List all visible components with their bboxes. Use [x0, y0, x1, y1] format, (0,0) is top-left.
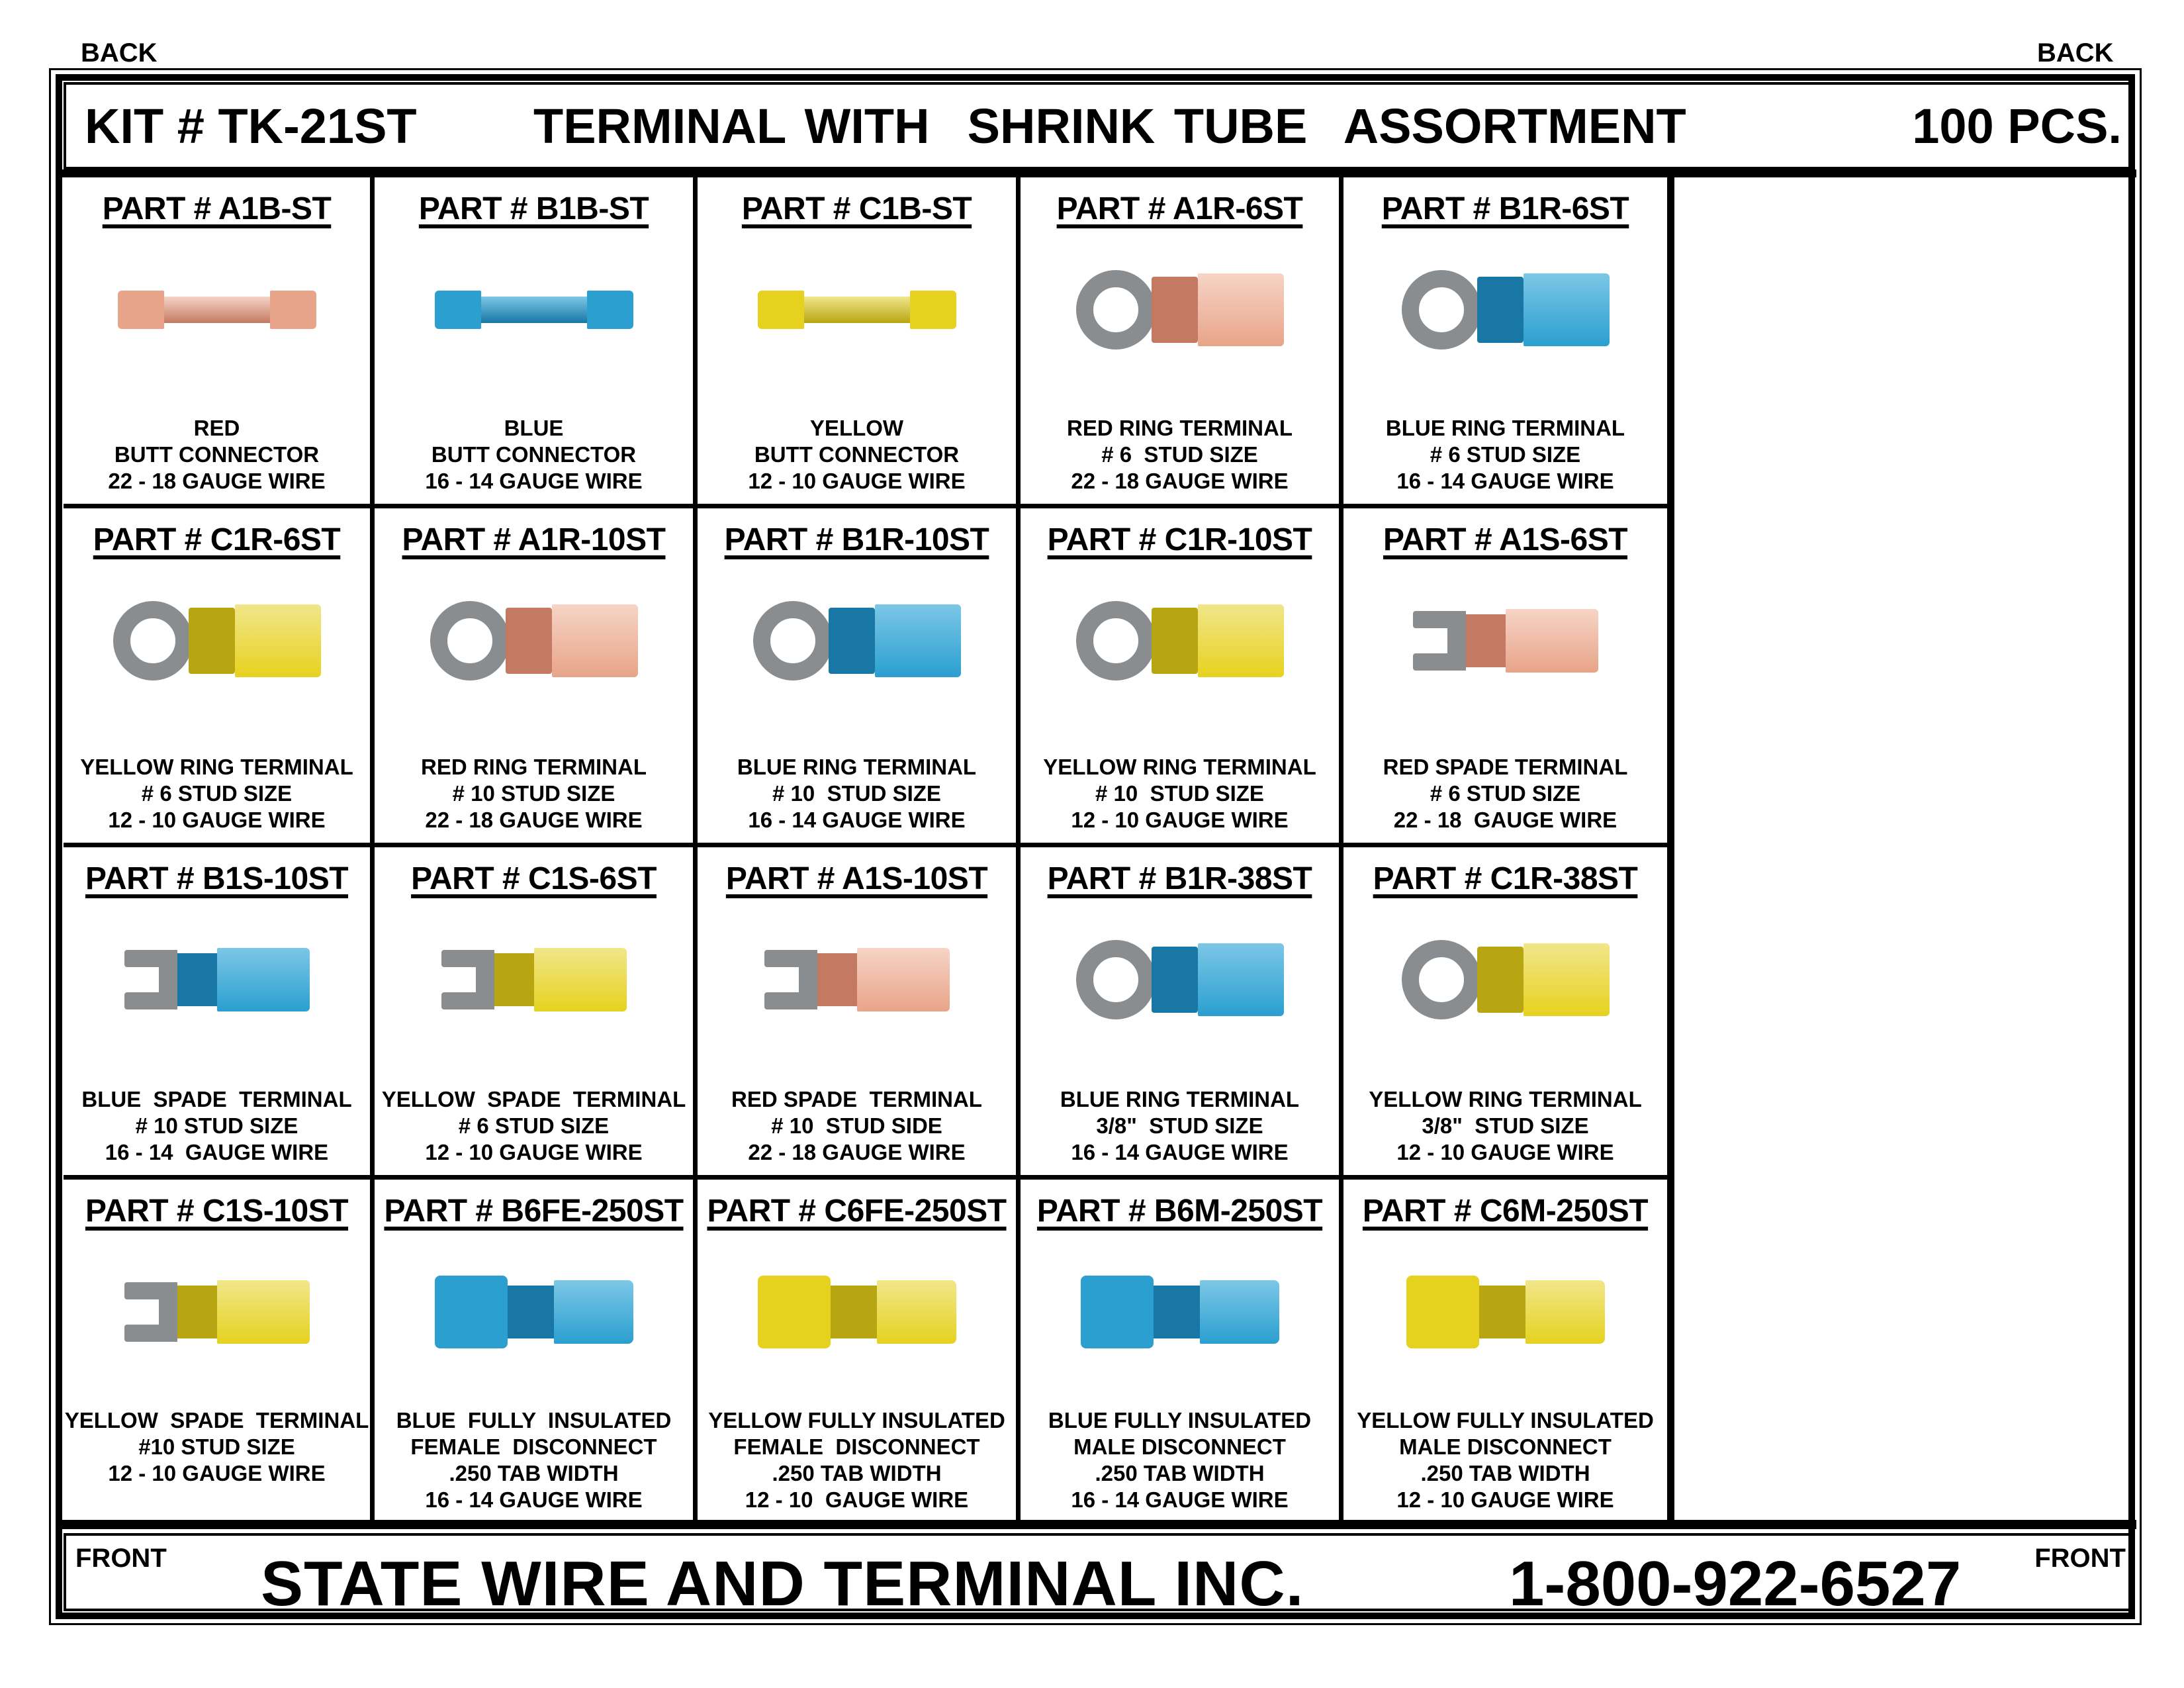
spade-terminal-icon	[441, 948, 627, 1011]
disconnect-terminal-icon	[1081, 1276, 1279, 1348]
spade-terminal-icon	[1413, 609, 1598, 673]
back-label-left: BACK	[81, 38, 158, 68]
description-line: 16 - 14 GAUGE WIRE	[1396, 469, 1614, 493]
description-line: YELLOW SPADE TERMINAL	[64, 1408, 369, 1432]
description-line: BLUE FULLY INSULATED	[396, 1408, 672, 1432]
description-line: 16 - 14 GAUGE WIRE	[425, 469, 643, 493]
part-description	[698, 415, 1016, 494]
part-cell-b1b-st	[375, 177, 698, 508]
piece-count: 100 PCS.	[1912, 98, 2122, 154]
butt-connector-icon	[758, 291, 956, 329]
description-line: YELLOW SPADE TERMINAL	[381, 1087, 686, 1111]
part-cell-b6fe-250st	[375, 1180, 698, 1523]
product-image	[375, 897, 693, 1062]
description-line: 12 - 10 GAUGE WIRE	[1071, 808, 1289, 832]
description-line: 22 - 18 GAUGE WIRE	[1071, 469, 1289, 493]
part-description	[698, 1407, 1016, 1513]
product-image	[1021, 897, 1339, 1062]
part-number: PART # C1B-ST	[741, 191, 972, 226]
description-line: RED	[193, 416, 240, 440]
product-image	[698, 897, 1016, 1062]
description-line: .250 TAB WIDTH	[772, 1461, 942, 1485]
product-image	[375, 558, 693, 724]
spade-terminal-icon	[764, 948, 950, 1011]
description-line: #10 STUD SIZE	[138, 1434, 295, 1459]
description-line: # 6 STUD SIZE	[1430, 442, 1581, 467]
description-line: 16 - 14 GAUGE WIRE	[748, 808, 966, 832]
part-number: PART # C6FE-250ST	[707, 1194, 1007, 1229]
part-number: PART # C1R-38ST	[1373, 861, 1638, 896]
product-image	[698, 558, 1016, 724]
spade-terminal-icon	[124, 1280, 310, 1344]
description-line: # 10 STUD SIZE	[452, 781, 615, 806]
product-image	[1343, 558, 1667, 724]
product-image	[1343, 1229, 1667, 1395]
description-line: # 10 STUD SIDE	[771, 1113, 942, 1138]
part-number: PART # B1R-10ST	[724, 522, 989, 557]
butt-connector-icon	[118, 291, 316, 329]
part-cell-c6m-250st	[1343, 1180, 1672, 1523]
part-cell-b1r-10st	[698, 508, 1021, 847]
part-cell-c1s-6st	[375, 847, 698, 1180]
company-name: STATE WIRE AND TERMINAL INC.	[261, 1548, 1304, 1619]
description-line: 16 - 14 GAUGE WIRE	[1071, 1140, 1289, 1164]
part-number: PART # C1R-6ST	[93, 522, 341, 557]
back-label-right: BACK	[2037, 38, 2114, 68]
part-cell-c1r-6st	[64, 508, 375, 847]
description-line: .250 TAB WIDTH	[449, 1461, 619, 1485]
front-label-right: FRONT	[2034, 1544, 2126, 1573]
description-line: 22 - 18 GAUGE WIRE	[748, 1140, 966, 1164]
part-cell-a1r-6st	[1021, 177, 1343, 508]
description-line: .250 TAB WIDTH	[1095, 1461, 1265, 1485]
part-number: PART # A1S-10ST	[725, 861, 988, 896]
description-line: 22 - 18 GAUGE WIRE	[108, 469, 326, 493]
description-line: BLUE	[504, 416, 564, 440]
description-line: # 6 STUD SIZE	[1101, 442, 1258, 467]
product-image	[64, 227, 370, 393]
part-number: PART # A1R-6ST	[1056, 191, 1303, 226]
part-description	[64, 754, 370, 833]
part-description	[1343, 754, 1667, 833]
product-image	[64, 1229, 370, 1395]
product-image	[1021, 1229, 1339, 1395]
part-number: PART # C1S-6ST	[411, 861, 657, 896]
part-description	[375, 415, 693, 494]
parts-grid	[64, 177, 1672, 1523]
header-bar	[64, 82, 2131, 169]
description-line: MALE DISCONNECT	[1073, 1434, 1286, 1459]
ring-terminal-icon	[753, 601, 961, 680]
part-description	[64, 1407, 370, 1487]
ring-terminal-icon	[1076, 270, 1284, 350]
description-line: BLUE RING TERMINAL	[1385, 416, 1625, 440]
ring-terminal-icon	[113, 601, 321, 680]
part-cell-a1r-10st	[375, 508, 698, 847]
part-number: PART # C6M-250ST	[1362, 1194, 1649, 1229]
part-cell-c6fe-250st	[698, 1180, 1021, 1523]
description-line: BUTT CONNECTOR	[431, 442, 637, 467]
description-line: BLUE RING TERMINAL	[1060, 1087, 1300, 1111]
part-description	[1343, 1086, 1667, 1166]
product-image	[1021, 227, 1339, 393]
part-description	[1343, 1407, 1667, 1513]
part-description	[1021, 1407, 1339, 1513]
product-image	[1343, 897, 1667, 1062]
part-description	[1343, 415, 1667, 494]
description-line: 3/8" STUD SIZE	[1096, 1113, 1263, 1138]
product-image	[375, 227, 693, 393]
disconnect-terminal-icon	[435, 1276, 633, 1348]
ring-terminal-icon	[1076, 601, 1284, 680]
front-label-left: FRONT	[75, 1544, 167, 1573]
disconnect-terminal-icon	[1406, 1276, 1605, 1348]
header-divider	[62, 169, 2136, 177]
description-line: .250 TAB WIDTH	[1420, 1461, 1590, 1485]
disconnect-terminal-icon	[758, 1276, 956, 1348]
description-line: RED RING TERMINAL	[421, 755, 647, 779]
part-description	[698, 1086, 1016, 1166]
description-line: 12 - 10 GAUGE WIRE	[748, 469, 966, 493]
part-cell-a1s-6st	[1343, 508, 1672, 847]
product-image	[375, 1229, 693, 1395]
description-line: RED RING TERMINAL	[1067, 416, 1293, 440]
description-line: RED SPADE TERMINAL	[731, 1087, 982, 1111]
part-cell-b1r-38st	[1021, 847, 1343, 1180]
page-title: TERMINAL WITH SHRINK TUBE ASSORTMENT	[533, 98, 1686, 154]
description-line: FEMALE DISCONNECT	[733, 1434, 980, 1459]
part-number: PART # A1B-ST	[102, 191, 332, 226]
description-line: 16 - 14 GAUGE WIRE	[1071, 1487, 1289, 1512]
description-line: BLUE FULLY INSULATED	[1048, 1408, 1312, 1432]
description-line: YELLOW	[809, 416, 904, 440]
part-number: PART # C1S-10ST	[85, 1194, 349, 1229]
description-line: BLUE RING TERMINAL	[737, 755, 977, 779]
part-number: PART # A1S-6ST	[1383, 522, 1628, 557]
part-description	[64, 415, 370, 494]
description-line: MALE DISCONNECT	[1399, 1434, 1612, 1459]
part-number: PART # B1R-38ST	[1047, 861, 1312, 896]
footer-divider	[62, 1520, 2136, 1529]
part-number: PART # B6M-250ST	[1036, 1194, 1323, 1229]
ring-terminal-icon	[1076, 940, 1284, 1019]
description-line: YELLOW FULLY INSULATED	[708, 1408, 1005, 1432]
description-line: # 10 STUD SIZE	[135, 1113, 298, 1138]
part-cell-a1s-10st	[698, 847, 1021, 1180]
part-number: PART # C1R-10ST	[1047, 522, 1312, 557]
part-description	[64, 1086, 370, 1166]
part-cell-c1r-38st	[1343, 847, 1672, 1180]
description-line: BUTT CONNECTOR	[114, 442, 320, 467]
description-line: 16 - 14 GAUGE WIRE	[425, 1487, 643, 1512]
part-cell-a1b-st	[64, 177, 375, 508]
description-line: FEMALE DISCONNECT	[410, 1434, 657, 1459]
description-line: RED SPADE TERMINAL	[1383, 755, 1628, 779]
phone-number: 1-800-922-6527	[1509, 1548, 1962, 1619]
description-line: 22 - 18 GAUGE WIRE	[425, 808, 643, 832]
description-line: 16 - 14 GAUGE WIRE	[105, 1140, 329, 1164]
part-description	[1021, 415, 1339, 494]
description-line: # 10 STUD SIZE	[772, 781, 941, 806]
part-description	[375, 1407, 693, 1513]
description-line: 12 - 10 GAUGE WIRE	[1396, 1140, 1614, 1164]
description-line: 12 - 10 GAUGE WIRE	[1396, 1487, 1614, 1512]
empty-column	[1670, 177, 2131, 1523]
description-line: 12 - 10 GAUGE WIRE	[745, 1487, 969, 1512]
description-line: YELLOW RING TERMINAL	[1369, 1087, 1642, 1111]
product-image	[1021, 558, 1339, 724]
description-line: 12 - 10 GAUGE WIRE	[108, 1461, 326, 1485]
description-line: YELLOW RING TERMINAL	[80, 755, 353, 779]
part-number: PART # B1B-ST	[418, 191, 649, 226]
description-line: # 6 STUD SIZE	[141, 781, 293, 806]
ring-terminal-icon	[1402, 270, 1610, 350]
description-line: YELLOW FULLY INSULATED	[1357, 1408, 1654, 1432]
part-cell-c1s-10st	[64, 1180, 375, 1523]
description-line: # 10 STUD SIZE	[1095, 781, 1264, 806]
description-line: BUTT CONNECTOR	[754, 442, 960, 467]
ring-terminal-icon	[430, 601, 638, 680]
description-line: # 6 STUD SIZE	[1430, 781, 1581, 806]
part-cell-c1r-10st	[1021, 508, 1343, 847]
product-image	[64, 897, 370, 1062]
description-line: 12 - 10 GAUGE WIRE	[108, 808, 326, 832]
part-description	[375, 1086, 693, 1166]
description-line: 12 - 10 GAUGE WIRE	[425, 1140, 643, 1164]
description-line: # 6 STUD SIZE	[458, 1113, 610, 1138]
product-image	[698, 1229, 1016, 1395]
part-description	[375, 754, 693, 833]
part-number: PART # A1R-10ST	[402, 522, 666, 557]
product-image	[64, 558, 370, 724]
kit-number: KIT # TK-21ST	[85, 98, 417, 154]
part-description	[698, 754, 1016, 833]
ring-terminal-icon	[1402, 940, 1610, 1019]
description-line: 22 - 18 GAUGE WIRE	[1393, 808, 1617, 832]
part-number: PART # B6FE-250ST	[384, 1194, 684, 1229]
footer-bar	[64, 1533, 2131, 1619]
part-cell-c1b-st	[698, 177, 1021, 508]
part-cell-b1r-6st	[1343, 177, 1672, 508]
part-number: PART # B1S-10ST	[85, 861, 349, 896]
part-cell-b6m-250st	[1021, 1180, 1343, 1523]
part-description	[1021, 1086, 1339, 1166]
product-image	[1343, 227, 1667, 393]
part-description	[1021, 754, 1339, 833]
product-image	[698, 227, 1016, 393]
butt-connector-icon	[435, 291, 633, 329]
part-cell-b1s-10st	[64, 847, 375, 1180]
part-number: PART # B1R-6ST	[1381, 191, 1629, 226]
description-line: YELLOW RING TERMINAL	[1043, 755, 1316, 779]
spade-terminal-icon	[124, 948, 310, 1011]
description-line: 3/8" STUD SIZE	[1422, 1113, 1589, 1138]
description-line: BLUE SPADE TERMINAL	[81, 1087, 352, 1111]
